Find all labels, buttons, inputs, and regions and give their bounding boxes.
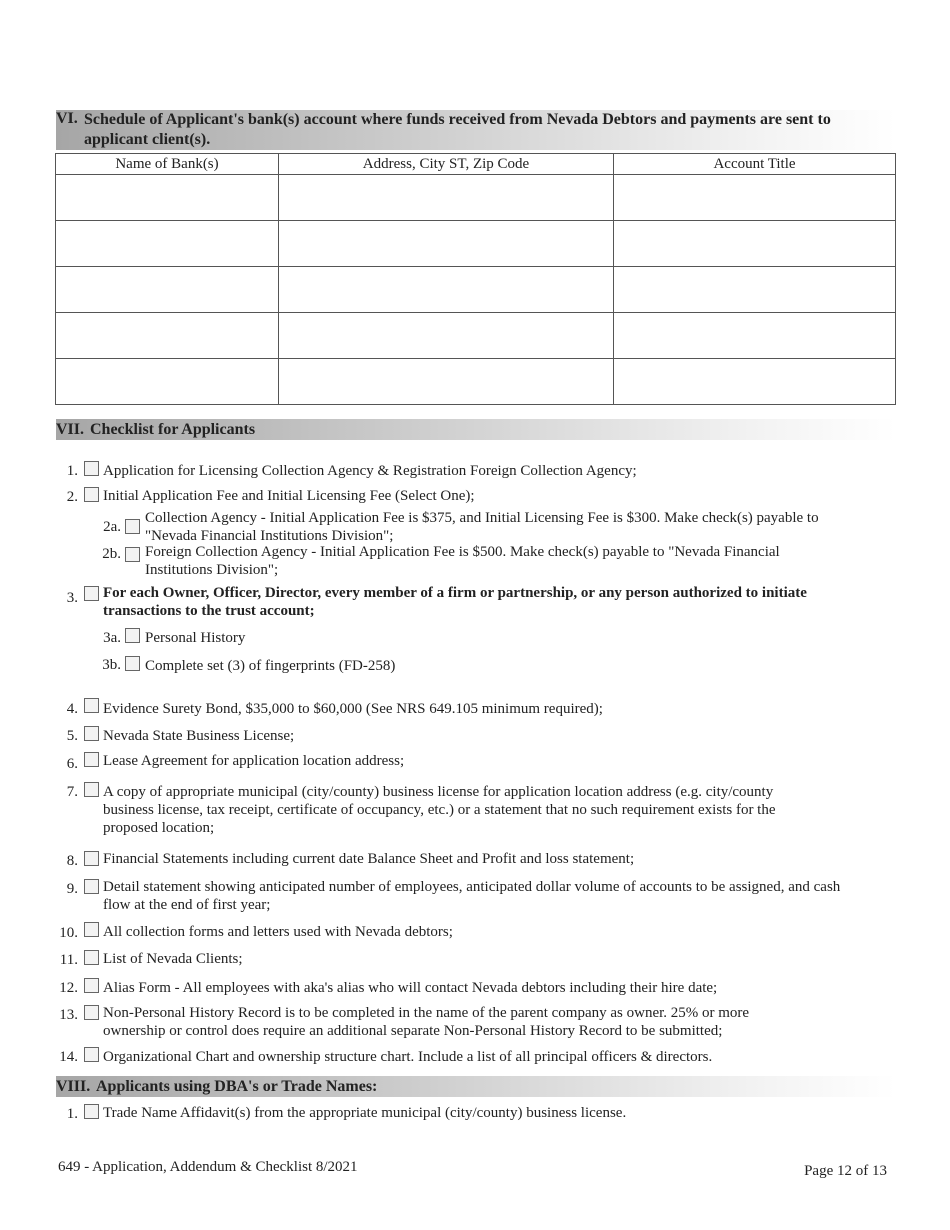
item-number: 2b. <box>102 546 121 562</box>
item-text: Trade Name Affidavit(s) from the appropriate municipal (city/county) business license. <box>103 1105 627 1121</box>
bank-name-cell[interactable] <box>56 267 279 313</box>
footer-page-number: Page 12 of 13 <box>804 1163 887 1179</box>
item-number: 3b. <box>102 657 121 673</box>
table-row <box>56 175 896 221</box>
item-number: 10. <box>59 925 78 941</box>
checkbox-item-3a[interactable] <box>125 628 140 643</box>
item-text: Organizational Chart and ownership structure chart. Include a list of all principal officers & directors. <box>103 1049 713 1065</box>
account-title-cell[interactable] <box>614 359 896 405</box>
item-number: 4. <box>66 701 78 717</box>
section-7-title: Checklist for Applicants <box>90 421 256 438</box>
checkbox-item-2b[interactable] <box>125 547 140 562</box>
item-number: 13. <box>59 1007 78 1023</box>
section-8-header <box>56 1076 896 1097</box>
item-text: Non-Personal History Record is to be completed in the name of the parent company as owner. 25% or more ownership or control does require an additional separate Non-Personal History Record to be submitted; <box>103 1005 750 1039</box>
item-text: For each Owner, Officer, Director, every member of a firm or partnership, or any person authorized to initiate transactions to the trust account; <box>103 585 807 619</box>
checkbox-item-3b[interactable] <box>125 656 140 671</box>
item-number: 7. <box>66 784 78 800</box>
address-cell[interactable] <box>279 175 614 221</box>
item-number: 8. <box>66 853 78 869</box>
checkbox-item-6[interactable] <box>84 752 99 767</box>
checkbox-item-12[interactable] <box>84 978 99 993</box>
item-number: 11. <box>59 952 78 968</box>
item-number: 1. <box>66 1106 78 1122</box>
item-text: List of Nevada Clients; <box>103 951 243 967</box>
item-text: Detail statement showing anticipated number of employees, anticipated dollar volume of accounts to be assigned, and cash flow at the end of first year; <box>103 879 841 913</box>
item-number: 5. <box>66 728 78 744</box>
checkbox-item-13[interactable] <box>84 1005 99 1020</box>
bank-name-cell[interactable] <box>56 313 279 359</box>
item-text: Nevada State Business License; <box>103 728 295 744</box>
bank-accounts-table <box>55 153 896 405</box>
checkbox-item-4[interactable] <box>84 698 99 713</box>
section-6-number: VI. <box>56 110 78 127</box>
section-7-header <box>56 419 896 440</box>
account-title-cell[interactable] <box>614 313 896 359</box>
checkbox-item-3[interactable] <box>84 586 99 601</box>
item-text: Application for Licensing Collection Agency & Registration Foreign Collection Agency; <box>103 463 637 479</box>
item-number: 3a. <box>103 630 121 646</box>
item-text: Financial Statements including current date Balance Sheet and Profit and loss statement; <box>103 851 635 867</box>
item-text: Personal History <box>145 630 246 646</box>
item-text: Collection Agency - Initial Application Fee is $375, and Initial Licensing Fee is $300. Make check(s) payable to "Nevada Financial Institutions Division"; <box>145 510 819 544</box>
item-number: 1. <box>66 463 78 479</box>
checkbox-item-10[interactable] <box>84 922 99 937</box>
section-7-number: VII. <box>56 421 85 438</box>
checkbox-trade-name-affidavit[interactable] <box>84 1104 99 1119</box>
item-text: All collection forms and letters used with Nevada debtors; <box>103 924 453 940</box>
section-8-number: VIII. <box>56 1078 91 1095</box>
bank-name-cell[interactable] <box>56 221 279 267</box>
account-title-cell[interactable] <box>614 221 896 267</box>
item-number: 3. <box>66 590 78 606</box>
table-header-row <box>56 154 896 175</box>
item-text: Evidence Surety Bond, $35,000 to $60,000 (See NRS 649.105 minimum required); <box>103 701 603 717</box>
item-text: Lease Agreement for application location address; <box>103 753 405 769</box>
item-number: 6. <box>66 756 78 772</box>
checkbox-item-11[interactable] <box>84 950 99 965</box>
account-title-cell[interactable] <box>614 267 896 313</box>
table-row <box>56 359 896 405</box>
address-cell[interactable] <box>279 359 614 405</box>
item-number: 12. <box>59 980 78 996</box>
address-cell[interactable] <box>279 221 614 267</box>
table-row <box>56 221 896 267</box>
table-row <box>56 267 896 313</box>
item-number: 2. <box>66 489 78 505</box>
section-6-header <box>56 110 896 150</box>
column-header-bank-name: Name of Bank(s) <box>56 154 279 175</box>
item-number: 9. <box>66 881 78 897</box>
account-title-cell[interactable] <box>614 175 896 221</box>
address-cell[interactable] <box>279 267 614 313</box>
checkbox-item-2a[interactable] <box>125 519 140 534</box>
checkbox-item-1[interactable] <box>84 461 99 476</box>
footer-form-id: 649 - Application, Addendum & Checklist 8/2021 <box>58 1159 358 1175</box>
checkbox-item-8[interactable] <box>84 851 99 866</box>
table-row <box>56 313 896 359</box>
item-text: A copy of appropriate municipal (city/county) business license for application location address (e.g. city/county business license, tax receipt, certificate of occupancy, etc.) or a statement that no such requirement exists for the proposed location; <box>103 784 776 836</box>
checkbox-item-7[interactable] <box>84 782 99 797</box>
item-number: 2a. <box>103 519 121 535</box>
address-cell[interactable] <box>279 313 614 359</box>
bank-name-cell[interactable] <box>56 175 279 221</box>
item-number: 14. <box>59 1049 78 1065</box>
item-text: Initial Application Fee and Initial Licensing Fee (Select One); <box>103 488 475 504</box>
item-text: Foreign Collection Agency - Initial Application Fee is $500. Make check(s) payable to "Nevada Financial Institutions Division"; <box>145 544 780 578</box>
section-8-title: Applicants using DBA's or Trade Names: <box>96 1078 378 1095</box>
checkbox-item-14[interactable] <box>84 1047 99 1062</box>
checkbox-item-9[interactable] <box>84 879 99 894</box>
item-text: Complete set (3) of fingerprints (FD-258) <box>145 658 396 674</box>
column-header-address: Address, City ST, Zip Code <box>279 154 614 175</box>
section-6-title: Schedule of Applicant's bank(s) account where funds received from Nevada Debtors and payments are sent to applicant client(s). <box>84 111 831 148</box>
item-text: Alias Form - All employees with aka's alias who will contact Nevada debtors including their hire date; <box>103 980 718 996</box>
column-header-account-title: Account Title <box>614 154 896 175</box>
bank-name-cell[interactable] <box>56 359 279 405</box>
checkbox-item-2[interactable] <box>84 487 99 502</box>
checkbox-item-5[interactable] <box>84 726 99 741</box>
